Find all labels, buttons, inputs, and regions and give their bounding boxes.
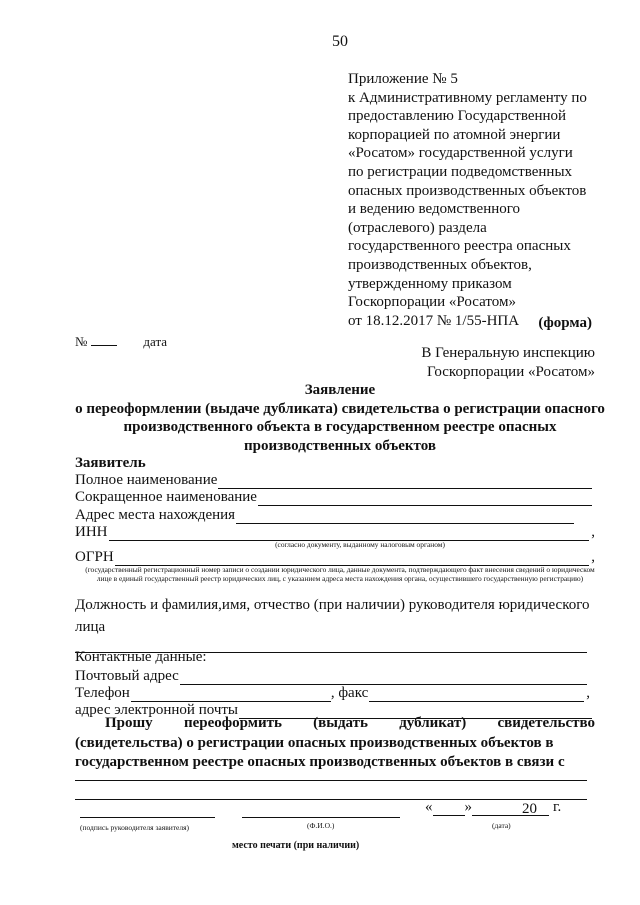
quote-open: « [425,799,433,815]
appendix-line: опасных производственных объектов [348,182,587,199]
appendix-line: Приложение № 5 [348,71,458,87]
full-name-label: Полное наименование [75,472,218,488]
date-caption: (дата) [492,821,511,830]
year-prefix: 20 [522,801,537,817]
phone-fax-field[interactable]: Телефон , факс , [75,685,590,701]
head-position-label: Должность и фамилия,имя, отчество (при наличии) руководителя юридического лица [75,597,590,635]
request-word: дубликат) [399,715,467,731]
ogrn-label: ОГРН [75,549,114,565]
request-line-3: государственном реестре опасных производственных объектов в связи с [75,754,565,770]
form-mark: (форма) [538,315,592,331]
stamp-place-label: место печати (при наличии) [232,840,360,851]
number-label: № [75,334,88,349]
document-title [60,381,620,455]
short-name-field[interactable] [75,488,592,506]
appendix-line: производственных объектов, [348,256,532,273]
inn-field[interactable]: ИНН , [75,524,595,540]
appendix-line: по регистрации подведомственных [348,163,573,180]
fax-label: , факс [330,685,369,701]
appendix-line: «Росатом» государственной услуги [348,145,573,162]
title-heading: Заявление [304,382,376,398]
date-label: дата [143,334,168,349]
inn-note: (согласно документу, выданному налоговым органом) [275,540,445,549]
appendix-reference [348,70,587,330]
appendix-line: (отраслевого) раздела [348,219,487,236]
fio-line[interactable] [242,817,400,818]
quote-close: » [464,799,472,815]
applicant-heading: Заявитель [75,455,146,471]
addressee-line: В Генеральную инспекцию [421,345,595,361]
request-word: свидетельство [497,715,595,731]
address-label: Адрес места нахождения [75,507,236,523]
date-field[interactable] [425,799,561,816]
appendix-line: предоставлению Государственной [348,108,567,125]
request-word: переоформить [183,715,282,731]
appendix-line: государственного реестра опасных [348,238,571,255]
month-blank[interactable] [472,801,522,816]
addressee [421,344,595,382]
addressee-line: Госкорпорации «Росатом» [427,364,595,380]
reason-line-1[interactable] [75,780,587,781]
signature-line[interactable] [80,817,215,818]
year-blank[interactable] [537,801,549,816]
contacts-heading: Контактные данные: [75,649,207,665]
address-field[interactable] [75,506,574,524]
appendix-line: утвержденному приказом [348,275,512,292]
postal-address-field[interactable] [75,667,587,685]
request-paragraph [75,714,595,773]
day-blank[interactable] [433,801,465,816]
postal-address-label: Почтовый адрес [75,668,179,684]
ogrn-field[interactable]: ОГРН , [75,549,595,565]
request-line-1 [75,714,595,734]
request-word: Прошу [105,715,153,731]
request-line-2: (свидетельства) о регистрации опасных производственных объектов в [75,734,554,751]
phone-label: Телефон [75,685,130,701]
title-subject: о переоформлении (выдаче дубликата) свидетельства о регистрации опасного производственного объекта в государственном реестре опасных производственных объектов [75,400,605,454]
fio-caption: (Ф.И.О.) [307,821,335,830]
appendix-line: корпорацией по атомной энергии [348,126,561,143]
full-name-field[interactable] [75,471,592,489]
number-date-line [75,334,167,350]
email-label: адрес электронной почты [75,702,239,718]
year-suffix: г. [553,799,562,815]
request-word: (выдать [313,715,368,731]
signature-caption: (подпись руководителя заявителя) [80,823,190,832]
appendix-line: от 18.12.2017 № 1/55-НПА [348,312,520,329]
number-field[interactable] [91,345,117,346]
appendix-line: к Административному регламенту по [348,89,587,106]
inn-label: ИНН [75,524,108,540]
page-number: 50 [332,33,348,50]
appendix-line: и ведению ведомственного [348,201,521,218]
ogrn-note: (государственный регистрационный номер записи о создании юридического лица, данные документа, подтверждающего факт внесения сведений о юридическом лице в единый государственный реестр юридических лиц, с указанием адреса места нахождения органа, осуществившего государственную регистрацию) [85,565,595,583]
appendix-line: Госкорпорации «Росатом» [348,294,516,311]
short-name-label: Сокращенное наименование [75,489,257,505]
